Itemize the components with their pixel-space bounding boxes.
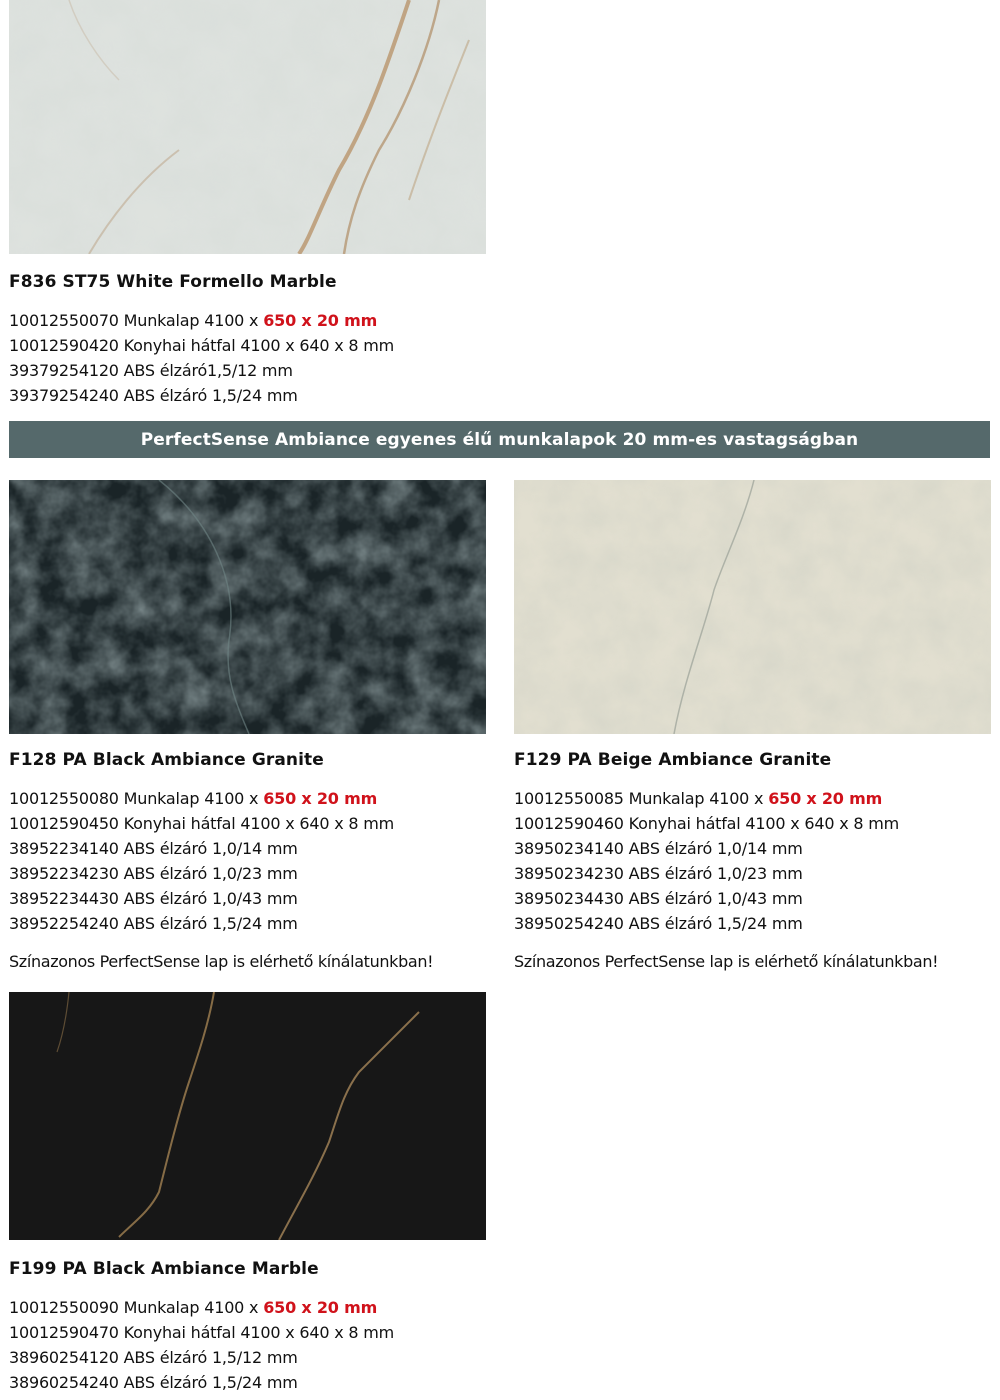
product-line: 38960254240 ABS élzáró 1,5/24 mm — [9, 1373, 298, 1392]
product-line: 38952234140 ABS élzáró 1,0/14 mm — [9, 839, 298, 858]
product-line: 10012590460 Konyhai hátfal 4100 x 640 x 8 mm — [514, 814, 899, 833]
product-line: 10012550090 Munkalap 4100 x 650 x 20 mm — [9, 1298, 378, 1317]
product-f199 — [9, 1258, 494, 1395]
product-title: F836 ST75 White Formello Marble — [9, 272, 337, 292]
product-line: 10012550070 Munkalap 4100 x 650 x 20 mm — [9, 311, 378, 330]
product-f128 — [9, 749, 494, 974]
size-highlight: 650 x 20 mm — [263, 789, 378, 808]
availability-note: Színazonos PerfectSense lap is elérhető kínálatunkban! — [9, 952, 434, 971]
section-banner: PerfectSense Ambiance egyenes élű munkalapok 20 mm-es vastagságban — [9, 421, 990, 458]
product-line: 10012590420 Konyhai hátfal 4100 x 640 x 8 mm — [9, 336, 394, 355]
product-line: 10012590450 Konyhai hátfal 4100 x 640 x 8 mm — [9, 814, 394, 833]
product-line: 10012550085 Munkalap 4100 x 650 x 20 mm — [514, 789, 883, 808]
product-title: F128 PA Black Ambiance Granite — [9, 750, 324, 770]
product-line: 10012550080 Munkalap 4100 x 650 x 20 mm — [9, 789, 378, 808]
product-f129 — [514, 749, 999, 974]
availability-note: Színazonos PerfectSense lap is elérhető kínálatunkban! — [514, 952, 939, 971]
product-line: 39379254240 ABS élzáró 1,5/24 mm — [9, 386, 298, 405]
product-line: 10012590470 Konyhai hátfal 4100 x 640 x 8 mm — [9, 1323, 394, 1342]
size-highlight: 650 x 20 mm — [263, 311, 378, 330]
product-line: 38952254240 ABS élzáró 1,5/24 mm — [9, 914, 298, 933]
product-line: 38950234430 ABS élzáró 1,0/43 mm — [514, 889, 803, 908]
product-line: 38960254120 ABS élzáró 1,5/12 mm — [9, 1348, 298, 1367]
product-title: F199 PA Black Ambiance Marble — [9, 1259, 319, 1279]
black-ambiance-granite-swatch — [9, 480, 486, 734]
product-f836 — [9, 271, 494, 408]
product-line: 38952234430 ABS élzáró 1,0/43 mm — [9, 889, 298, 908]
product-line: 38950234140 ABS élzáró 1,0/14 mm — [514, 839, 803, 858]
size-highlight: 650 x 20 mm — [263, 1298, 378, 1317]
size-highlight: 650 x 20 mm — [768, 789, 883, 808]
white-formello-marble-swatch — [9, 0, 486, 254]
product-line: 38950234230 ABS élzáró 1,0/23 mm — [514, 864, 803, 883]
product-line: 38952234230 ABS élzáró 1,0/23 mm — [9, 864, 298, 883]
product-line: 38950254240 ABS élzáró 1,5/24 mm — [514, 914, 803, 933]
beige-ambiance-granite-swatch — [514, 480, 991, 734]
black-ambiance-marble-swatch — [9, 992, 486, 1240]
product-line: 39379254120 ABS élzáró1,5/12 mm — [9, 361, 293, 380]
product-title: F129 PA Beige Ambiance Granite — [514, 750, 832, 770]
